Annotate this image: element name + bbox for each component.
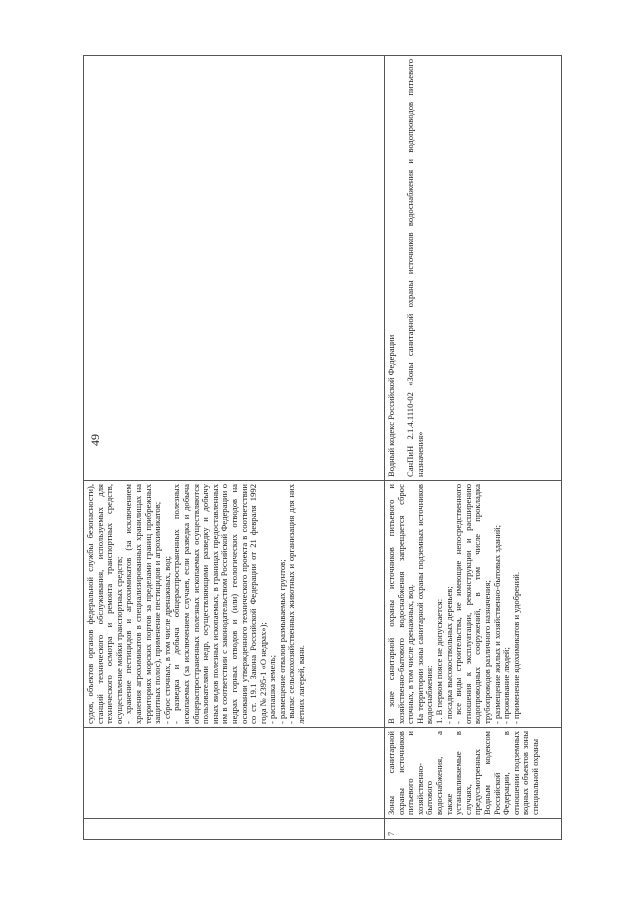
page-number: 49 — [88, 434, 102, 446]
row-number-cell — [84, 819, 385, 840]
table-row — [84, 56, 385, 840]
restrictions-cell: В зоне санитарной охраны источников питьевого и хозяйственно-бытового водоснабжения запрещается сброс сточных, в том числе дренажных, вод. На территории зоны санитарной охраны подземных источников водоснабжения: 1. В первом поясе не допускается: - посадка высокоствольных деревьев; - все виды строительства, не имеющие непосредственного отношения к эксплуатации, реконструкции и расширению водопроводных сооружений, в том числе прокладка трубопроводов различного назначения; - размещение жилых и хозяйственно-бытовых зданий; - проживание людей; - применение ядохимикатов и удобрений. — [385, 481, 562, 728]
zone-name-cell — [84, 728, 385, 819]
legal-basis-cell — [84, 56, 385, 481]
restrictions-table — [83, 55, 562, 840]
restrictions-cell: судов, объектов органов федеральной службы безопасности), станций технического обслуживания, используемых для технического осмотра и ремонта транспортных средств, осуществление мойки транспортных средств; - хранение пестицидов и агрохимикатов (за исключением хранения агрохимикатов в специализированных хранилищах на территориях морских портов за пределами границ прибрежных защитных полос), применение пестицидов и агрохимикатов; - сброс сточных, в том числе дренажных, вод; - разведка и добыча общераспространенных полезных ископаемых (за исключением случаев, если разведка и добыча общераспространенных полезных ископаемых осуществляются пользователями недр, осуществляющими разведку и добычу иных видов полезных ископаемых, в границах предоставленных им в соответствии с законодательством Российской Федерации о недрах горных отводов и (или) геологических отводов на основании утвержденного технического проекта в соответствии со ст. 19.1 Закона Российской Федерации от 21 февраля 1992 года № 2395-1 «О недрах»); - распашка земель; - размещение отвалов размываемых грунтов; - выпас сельскохозяйственных животных и организация для них летних лагерей, ванн. — [84, 481, 385, 728]
zone-name-cell: Зоны санитарной охраны источников питьевого и хозяйственно-бытового водоснабжения, а также устанавливаемые в случаях, предусмотренных Водным кодексом Российской Федерации, в отношении подземных водных объектов зоны специальной охраны — [385, 728, 562, 819]
table-row — [385, 56, 562, 840]
row-number-cell: 7 — [385, 819, 562, 840]
legal-basis-cell: Водный кодекс Российской Федерации СанПиН 2.1.4.1110-02 «Зоны санитарной охраны источников водоснабжения и водопроводов питьевого назначения» — [385, 56, 562, 481]
rotated-page — [83, 55, 557, 840]
